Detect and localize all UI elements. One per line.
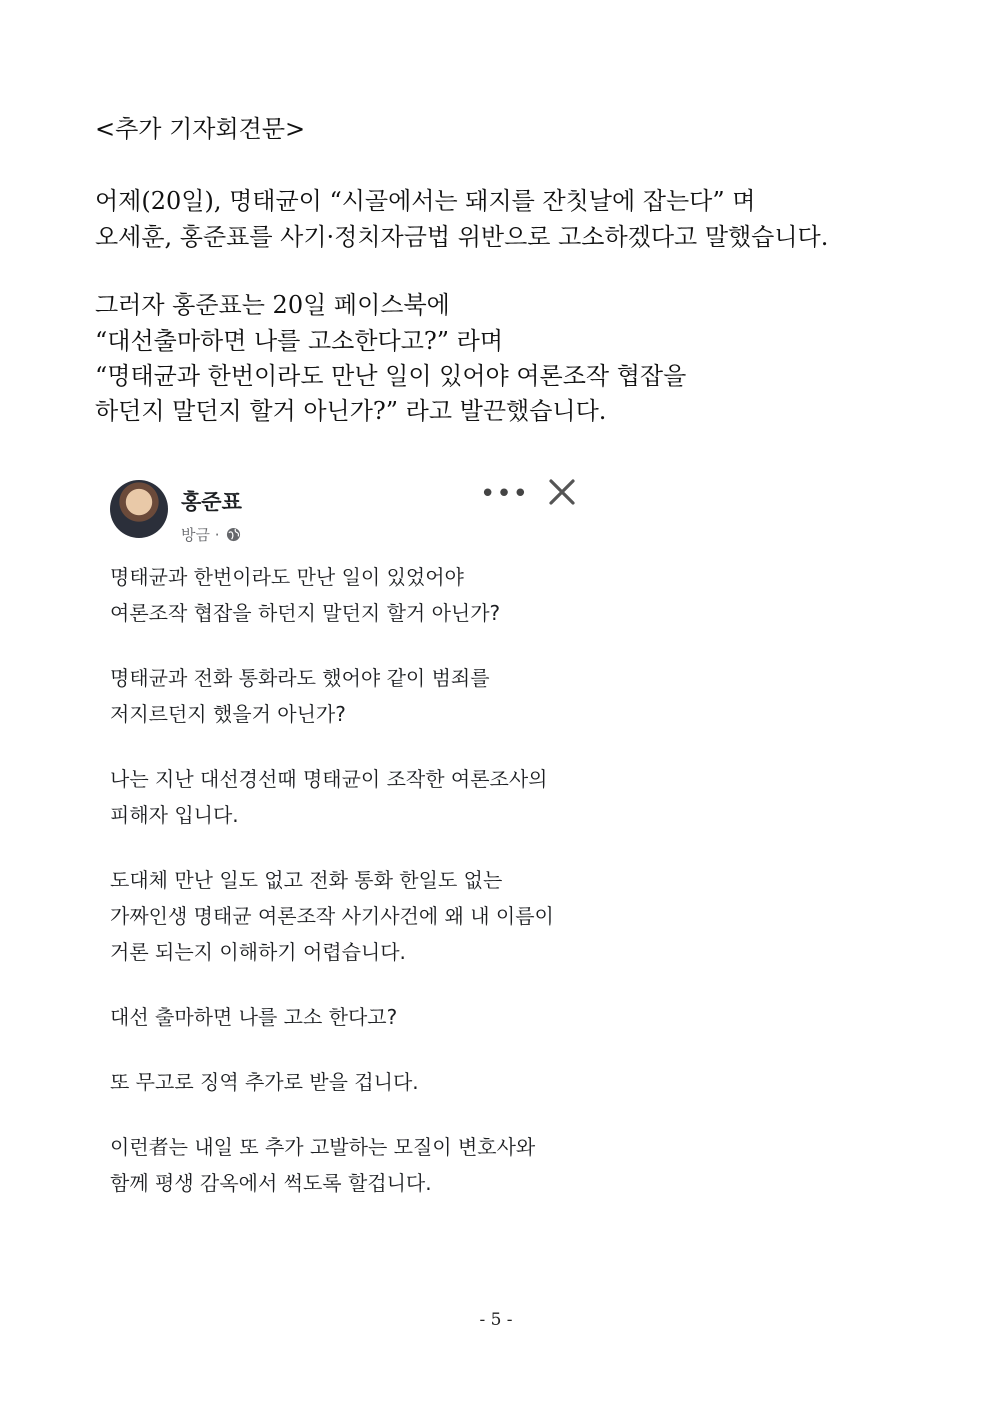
- post-author[interactable]: 홍준표: [181, 490, 242, 514]
- post-line: 대선 출마하면 나를 고소 한다고?: [110, 1005, 398, 1029]
- close-icon[interactable]: [547, 475, 577, 509]
- avatar[interactable]: [110, 480, 168, 538]
- paragraph2-line4: 하던지 말던지 할거 아닌가?” 라고 발끈했습니다.: [95, 397, 607, 425]
- post-time: 방금 ·: [181, 526, 220, 544]
- paragraph2-line2: “대선출마하면 나를 고소한다고?” 라며: [95, 327, 504, 355]
- post-line: 명태균과 한번이라도 만난 일이 있었어야: [110, 565, 464, 589]
- paragraph2-line1: 그러자 홍준표는 20일 페이스북에: [95, 291, 450, 319]
- post-line: 거론 되는지 이해하기 어렵습니다.: [110, 940, 406, 964]
- post-line: 저지르던지 했을거 아닌가?: [110, 702, 346, 726]
- post-line: 이런者는 내일 또 추가 고발하는 모질이 변호사와: [110, 1135, 536, 1159]
- paragraph1-line1: 어제(20일), 명태균이 “시골에서는 돼지를 잔칫날에 잡는다” 며: [95, 187, 756, 215]
- more-icon[interactable]: •••: [480, 479, 530, 509]
- post-line: 또 무고로 징역 추가로 받을 겁니다.: [110, 1070, 419, 1094]
- post-meta: [181, 524, 241, 545]
- post-line: 나는 지난 대선경선때 명태균이 조작한 여론조사의: [110, 767, 548, 791]
- paragraph1-line2: 오세훈, 홍준표를 사기·정치자금법 위반으로 고소하겠다고 말했습니다.: [95, 223, 829, 251]
- post-line: 도대체 만난 일도 없고 전화 통화 한일도 없는: [110, 868, 503, 892]
- globe-icon: [226, 527, 241, 542]
- post-line: 여론조작 협잡을 하던지 말던지 할거 아닌가?: [110, 601, 501, 625]
- page-number: - 5 -: [479, 1310, 513, 1330]
- post-line: 가짜인생 명태균 여론조작 사기사건에 왜 내 이름이: [110, 904, 554, 928]
- post-line: 피해자 입니다.: [110, 803, 239, 827]
- post-line: 명태균과 전화 통화라도 했어야 같이 범죄를: [110, 666, 490, 690]
- section-heading: <추가 기자회견문>: [95, 115, 306, 143]
- paragraph2-line3: “명태균과 한번이라도 만난 일이 있어야 여론조작 협잡을: [95, 362, 687, 390]
- post-line: 함께 평생 감옥에서 썩도록 할겁니다.: [110, 1171, 432, 1195]
